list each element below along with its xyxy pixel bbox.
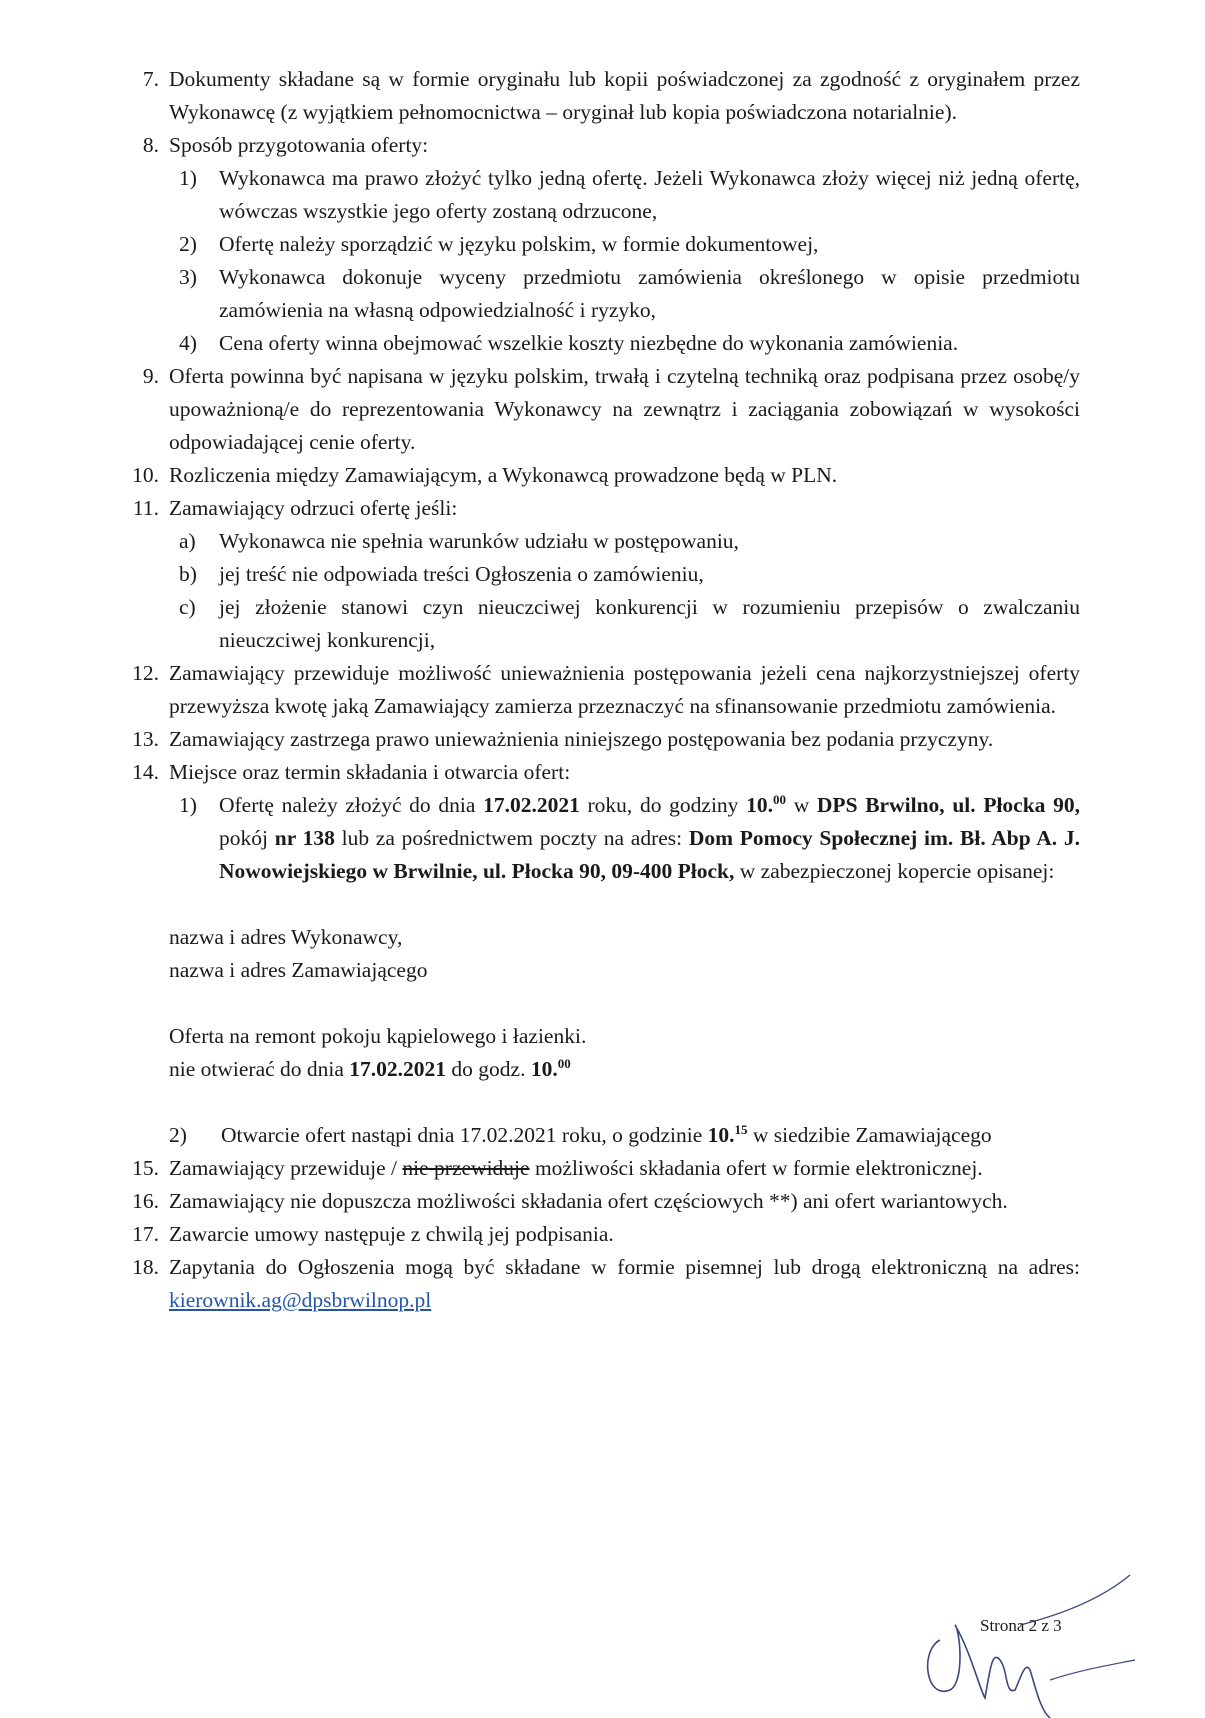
sub-item <box>169 558 1080 591</box>
list-item <box>120 657 1080 723</box>
item-number: 15. <box>132 1156 159 1180</box>
text-span: możliwości składania ofert w formie elektronicznej. <box>534 1156 983 1180</box>
list-item <box>120 723 1080 756</box>
text-span: w siedzibie Zamawiającego <box>752 1123 992 1147</box>
item-text: Zawarcie umowy następuje z chwilą jej podpisania. <box>169 1222 614 1246</box>
sub-item-number: c) <box>179 595 196 619</box>
hour-minutes: 00 <box>773 791 786 807</box>
item-number: 8. <box>142 133 159 157</box>
sub-item-number: a) <box>179 529 196 553</box>
list-item <box>120 1185 1080 1218</box>
sub-item-text: Cena oferty winna obejmować wszelkie koszty niezbędne do wykonania zamówienia. <box>219 331 959 355</box>
item-number: 12. <box>132 661 159 685</box>
document-body <box>120 63 1080 1317</box>
item-text: Dokumenty składane są w formie oryginału lub kopii poświadczonej za zgodność z oryginałem przez Wykonawcę (z wyjątkiem pełnomocnictwa – oryginał lub kopia poświadczona notarialnie). <box>169 67 1080 124</box>
struck-text: nie przewiduje <box>402 1156 530 1180</box>
text-span: nie otwierać do dnia <box>169 1057 344 1081</box>
deadline-date: 17.02.2021 <box>483 793 580 817</box>
hour-text: 10. <box>746 793 773 817</box>
item-text <box>169 1251 1080 1317</box>
item-number: 16. <box>132 1189 159 1213</box>
sub-item <box>169 591 1080 657</box>
item-text: Zamawiający zastrzega prawo unieważnienia niniejszego postępowania bez podania przyczyny. <box>169 727 994 751</box>
text-span: Zapytania do Ogłoszenia mogą być składane w formie pisemnej lub drogą elektroniczną na adres: <box>169 1255 1080 1279</box>
list-item <box>120 1251 1080 1317</box>
page-number: Strona 2 z 3 <box>980 1616 1062 1635</box>
hour-text: 10. <box>530 1057 558 1081</box>
sub-item-number: b) <box>179 562 197 586</box>
spacer <box>120 987 1080 1020</box>
sub-item-number: 4) <box>179 331 197 355</box>
item-number: 18. <box>132 1255 159 1279</box>
list-item <box>120 1152 1080 1185</box>
opening-hour <box>708 1123 748 1147</box>
list-item <box>120 129 1080 162</box>
sub-item-number: 2) <box>179 232 197 256</box>
sub-item <box>169 1119 1080 1152</box>
sub-item <box>169 228 1080 261</box>
open-hour <box>531 1057 571 1081</box>
text-span: Zamawiający przewiduje / <box>169 1156 398 1180</box>
spacer <box>120 888 1080 921</box>
item-number: 11. <box>132 496 159 520</box>
list-item <box>120 492 1080 525</box>
sub-item-text: Wykonawca ma prawo złożyć tylko jedną ofertę. Jeżeli Wykonawca złoży więcej niż jedną ofertę, wówczas wszystkie jego oferty zostaną odrzucone, <box>219 166 1080 223</box>
item-text: Zamawiający przewiduje możliwość unieważnienia postępowania jeżeli cena najkorzystniejszej oferty przewyższa kwotę jaką Zamawiający zamierza przeznaczyć na sfinansowanie przedmiotu zamówienia. <box>169 661 1080 718</box>
hour-minutes: 15 <box>734 1121 748 1137</box>
sub-item <box>169 327 1080 360</box>
postal-address: Dom Pomocy Społecznej im. Bł. Abp A. J. Nowowiejskiego w Brwilnie, ul. Płocka 90, 09-400 Płock, <box>219 826 1081 883</box>
list-item <box>120 63 1080 129</box>
signature-icon <box>900 1570 1140 1718</box>
sub-item <box>169 261 1080 327</box>
item-text: Zamawiający nie dopuszcza możliwości składania ofert częściowych **) ani ofert wariantowych. <box>169 1189 1008 1213</box>
text-span: w <box>793 793 810 817</box>
envelope-line: nazwa i adres Wykonawcy, <box>169 925 403 949</box>
item-number: 7. <box>142 67 159 91</box>
item-number: 9. <box>142 364 159 388</box>
sub-item-number: 2) <box>169 1123 187 1147</box>
item-text: Zamawiający odrzuci ofertę jeśli: <box>169 496 458 520</box>
list-item <box>120 756 1080 789</box>
item-text: Oferta powinna być napisana w języku polskim, trwałą i czytelną techniką oraz podpisana przez osobę/y upoważnioną/e do reprezentowania Wykonawcy na zewnątrz i zaciągania zobowiązań w wysokości odpowiadającej cenie oferty. <box>169 364 1080 454</box>
email-link[interactable]: kierownik.ag@dpsbrwilnop.pl <box>169 1288 432 1312</box>
sub-item-text: jej złożenie stanowi czyn nieuczciwej konkurencji w rozumieniu przepisów o zwalczaniu nieuczciwej konkurencji, <box>219 595 1080 652</box>
item-number: 14. <box>132 760 159 784</box>
item-text <box>169 1152 1080 1185</box>
sub-item <box>169 162 1080 228</box>
text-span: Ofertę należy złożyć do dnia <box>219 793 476 817</box>
sub-item-text: Wykonawca dokonuje wyceny przedmiotu zamówienia określonego w opisie przedmiotu zamówienia na własną odpowiedzialność i ryzyko, <box>219 265 1080 322</box>
sub-item-text <box>219 789 1080 888</box>
sub-item-text: Wykonawca nie spełnia warunków udziału w postępowaniu, <box>219 529 739 553</box>
envelope-line: Oferta na remont pokoju kąpielowego i łazienki. <box>169 1024 587 1048</box>
envelope-line <box>169 1053 1080 1086</box>
sub-item-number: 1) <box>179 166 197 190</box>
list-item <box>120 360 1080 459</box>
list-item <box>120 1218 1080 1251</box>
item-text: Miejsce oraz termin składania i otwarcia ofert: <box>169 760 571 784</box>
item-text: Rozliczenia między Zamawiającym, a Wykonawcą prowadzone będą w PLN. <box>169 463 838 487</box>
list-item <box>120 459 1080 492</box>
text-span: w zabezpieczonej kopercie opisanej: <box>739 859 1055 883</box>
deadline-hour <box>746 793 786 817</box>
sub-item-text: Ofertę należy sporządzić w języku polskim, w formie dokumentowej, <box>219 232 819 256</box>
hour-text: 10. <box>707 1123 735 1147</box>
sub-item-number: 1) <box>179 793 197 817</box>
place-text: DPS Brwilno, ul. Płocka 90, <box>816 793 1080 817</box>
envelope-line: nazwa i adres Zamawiającego <box>169 958 428 982</box>
item-text: Sposób przygotowania oferty: <box>169 133 429 157</box>
sub-item-number: 3) <box>179 265 197 289</box>
sub-item-text <box>221 1119 1080 1152</box>
text-span: do godz. <box>451 1057 526 1081</box>
text-span: Otwarcie ofert nastąpi dnia 17.02.2021 roku, o godzinie <box>221 1123 703 1147</box>
sub-item <box>169 525 1080 558</box>
item-number: 17. <box>132 1222 159 1246</box>
open-date: 17.02.2021 <box>349 1057 447 1081</box>
item-number: 13. <box>132 727 159 751</box>
item-number: 10. <box>132 463 159 487</box>
sub-item <box>169 789 1080 888</box>
room-text: nr 138 <box>274 826 335 850</box>
hour-minutes: 00 <box>557 1055 571 1071</box>
text-span: pokój <box>219 826 268 850</box>
text-span: roku, do godziny <box>587 793 739 817</box>
text-span: lub za pośrednictwem poczty na adres: <box>341 826 683 850</box>
sub-item-text: jej treść nie odpowiada treści Ogłoszenia o zamówieniu, <box>219 562 704 586</box>
spacer <box>120 1086 1080 1119</box>
